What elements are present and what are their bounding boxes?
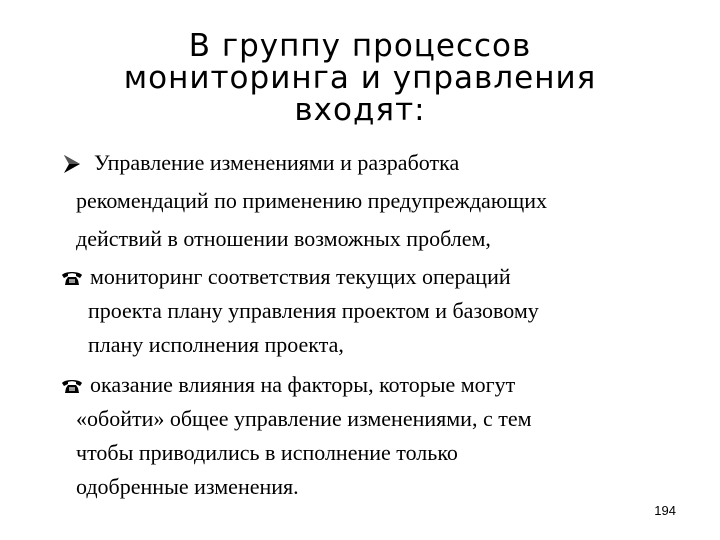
bullet-text-line: действий в отношении возможных проблем, [76,226,491,251]
telephone-bullet-icon [60,267,84,291]
title-line: мониторинга и управления [123,60,597,96]
title-line: В группу процессов [188,28,532,64]
bullet-text-line: «обойти» общее управление изменениями, с тем [76,406,532,431]
title-line: входят: [294,92,426,128]
arrow-bullet-icon [60,152,84,176]
bullet-text-line: проекта плану управления проектом и базовому [88,298,539,323]
bullet-text-line: плану исполнения проекта, [88,332,344,357]
bullet-text-line: рекомендаций по применению предупреждающих [76,188,547,213]
bullet-text-line: одобренные изменения. [76,474,299,499]
telephone-bullet-icon [60,375,84,399]
page-number: 194 [654,503,676,518]
bullet-text-line: оказание влияния на факторы, которые могут [90,372,516,397]
bullet-text-line: Управление изменениями и разработка [94,150,460,175]
bullet-text-line: чтобы приводились в исполнение только [76,440,458,465]
bullet-text-line: мониторинг соответствия текущих операций [90,264,511,289]
